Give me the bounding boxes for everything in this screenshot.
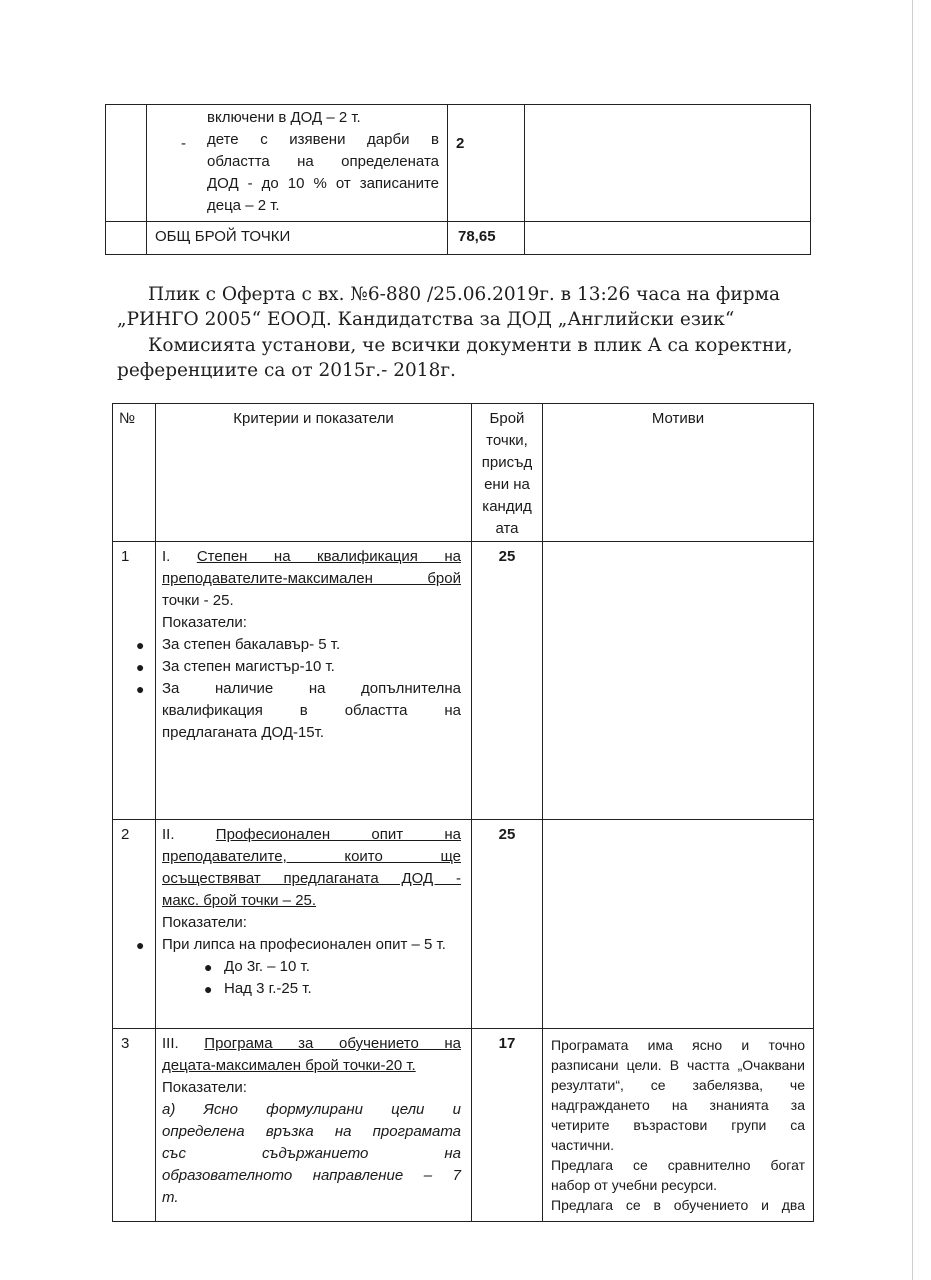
- criteria-title: преподавателите, които ще: [162, 848, 461, 865]
- points-value: 25: [498, 548, 516, 565]
- points-value: 25: [498, 826, 516, 843]
- indicators-label: Показатели:: [162, 914, 247, 931]
- criteria-item-a: образователното направление – 7: [162, 1167, 461, 1184]
- criteria-title: осъществяват предлаганата ДОД -: [162, 870, 461, 887]
- indicators-list: [162, 956, 461, 1000]
- criteria-prefix: II.: [162, 826, 175, 843]
- points-value: 17: [498, 1035, 516, 1052]
- table-row: [113, 542, 814, 820]
- criteria-text: включени в ДОД – 2 т.: [207, 109, 361, 126]
- criteria-title: точки - 25.: [162, 592, 234, 609]
- page-edge-line: [912, 0, 913, 1280]
- motives-line: разписани цели. В частта „Очаквани: [551, 1057, 805, 1073]
- header-points-line: Брой: [489, 410, 525, 427]
- criteria-title: преподавателите-максимален брой: [162, 570, 461, 587]
- header-criteria: Критерии и показатели: [233, 410, 394, 427]
- total-points: 78,65: [458, 228, 496, 245]
- offer-paragraph-line: Плик с Оферта с вх. №6-880 /25.06.2019г. в 13:26 часа на фирма: [148, 284, 780, 305]
- indicators-label: Показатели:: [162, 1079, 247, 1096]
- motives-line: четирите възрастови групи са: [551, 1117, 805, 1133]
- list-item: ● За степен бакалавър- 5 т.: [136, 636, 341, 653]
- criteria-title: макс. брой точки – 25.: [162, 892, 317, 909]
- motives-line: частични.: [551, 1137, 615, 1153]
- header-motives: Мотиви: [651, 410, 705, 427]
- motives-cell: [543, 542, 813, 554]
- table-row: [113, 1029, 814, 1222]
- header-points-line: присъд: [481, 454, 533, 471]
- motives-line: надграждането на знанията за: [551, 1097, 805, 1113]
- criteria-title: Програма за обучението на: [204, 1035, 462, 1052]
- row-number: 1: [121, 548, 130, 565]
- motives-line: резултати“, се забелязва, че: [551, 1077, 805, 1093]
- motives-cell: [543, 1029, 813, 1221]
- criteria-title: Степен на квалификация на: [196, 548, 462, 565]
- header-no: №: [119, 410, 136, 427]
- criteria-item-a: т.: [162, 1189, 179, 1206]
- row-number: 2: [121, 826, 130, 843]
- motives-line: набор от учебни ресурси.: [551, 1177, 718, 1193]
- table-row: [106, 105, 811, 222]
- scoring-table-continued: [105, 104, 811, 255]
- offer-paragraph-line: Комисията установи, че всички документи в плик А са коректни,: [148, 335, 793, 356]
- indicators-label: Показатели:: [162, 614, 247, 631]
- criteria-item-a: а) Ясно формулирани цели и: [162, 1101, 461, 1118]
- dash-marker: -: [181, 135, 186, 152]
- criteria-item-a: със съдържанието на: [162, 1145, 461, 1162]
- offer-paragraph-line: „РИНГО 2005“ ЕООД. Кандидатства за ДОД „Английски език“: [117, 309, 735, 330]
- criteria-text: ДОД - до 10 % от записаните: [207, 175, 439, 192]
- total-label: ОБЩ БРОЙ ТОЧКИ: [155, 228, 291, 245]
- criteria-cell: [156, 1029, 471, 1209]
- header-points-line: ени на: [484, 476, 530, 493]
- criteria-item-a: определена връзка на програмата: [162, 1123, 461, 1140]
- criteria-cell: [136, 820, 471, 1000]
- indicators-list: [136, 934, 461, 956]
- header-row: [113, 404, 814, 542]
- header-points-line: ата: [495, 520, 519, 537]
- criteria-cell: [136, 542, 471, 744]
- list-item: ● За наличие на допълнителна квалификация в областта на предлаганата ДОД-15т.: [136, 680, 461, 741]
- row-number: 3: [121, 1035, 130, 1052]
- list-item: ● До 3г. – 10 т.: [204, 958, 310, 975]
- header-points-line: точки,: [486, 432, 528, 449]
- offer-paragraph-line: референциите са от 2015г.- 2018г.: [117, 360, 456, 381]
- list-item: ● При липса на професионален опит – 5 т.: [136, 936, 446, 953]
- total-row: [106, 222, 811, 255]
- criteria-text: дете с изявени дарби в: [207, 131, 439, 148]
- list-item: ● Над 3 г.-25 т.: [204, 980, 312, 997]
- criteria-text: деца – 2 т.: [207, 197, 280, 214]
- motives-line: Програмата има ясно и точно: [551, 1037, 805, 1053]
- motives-line: Предлага се сравнително богат: [551, 1157, 805, 1173]
- indicators-list: [136, 634, 461, 744]
- criteria-prefix: III.: [162, 1035, 179, 1052]
- points-value: 2: [456, 135, 465, 152]
- motives-cell: [543, 820, 813, 832]
- table-row: [113, 820, 814, 1029]
- criteria-title: Професионален опит на: [215, 826, 461, 843]
- evaluation-table: [112, 403, 814, 1222]
- list-item: ● За степен магистър-10 т.: [136, 658, 335, 675]
- header-points-line: кандид: [482, 498, 532, 515]
- criteria-prefix: I.: [162, 548, 171, 565]
- criteria-title: децата-максимален брой точки-20 т.: [162, 1057, 416, 1074]
- criteria-text: областта на определената: [207, 153, 439, 170]
- motives-line: Предлага се в обучението и два: [551, 1197, 805, 1213]
